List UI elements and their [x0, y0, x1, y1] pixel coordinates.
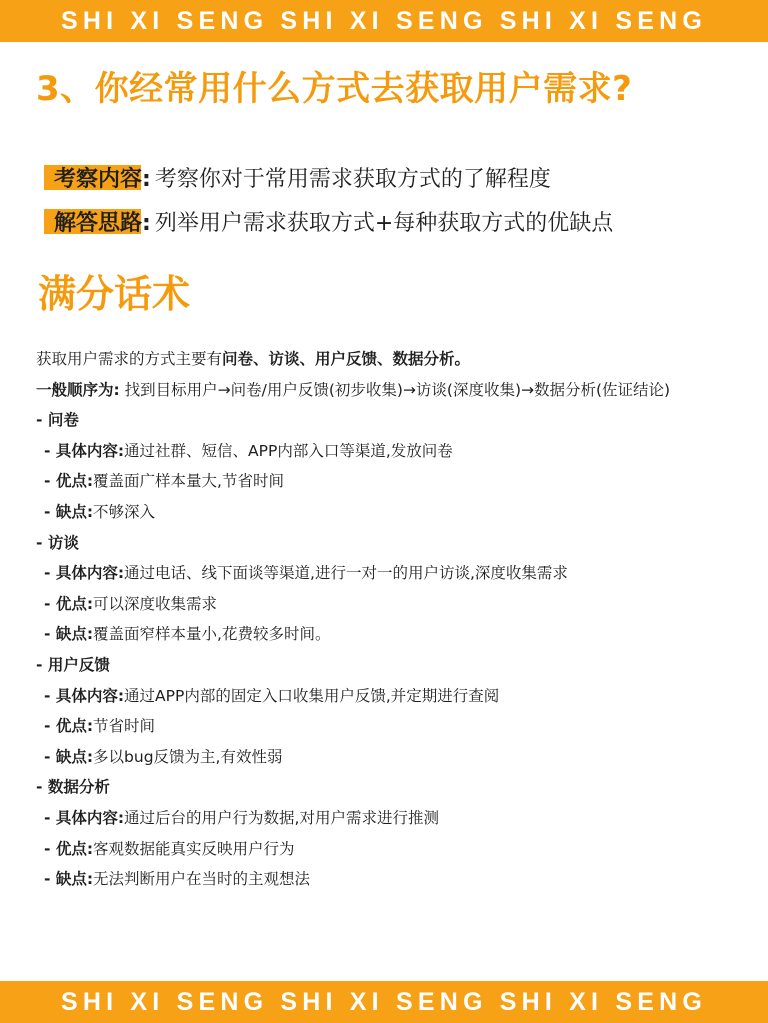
method-title-text: - 访谈	[36, 533, 79, 552]
intro-line	[36, 344, 756, 375]
answer-body	[36, 344, 756, 895]
pros-value: 节省时间	[93, 717, 156, 736]
method-content	[36, 681, 756, 712]
pros-label: - 优点:	[44, 839, 94, 858]
order-line	[36, 375, 756, 406]
examine-value: 考察你对于常用需求获取方式的了解程度	[154, 166, 551, 192]
method-cons	[36, 864, 756, 895]
cons-label: - 缺点:	[44, 870, 94, 889]
top-banner	[0, 0, 768, 42]
pros-label: - 优点:	[44, 594, 94, 613]
method-title	[36, 650, 756, 681]
content-value: 通过社群、短信、APP内部入口等渠道,发放问卷	[124, 441, 453, 460]
content-value: 通过后台的用户行为数据,对用户需求进行推测	[124, 808, 439, 827]
cons-value: 无法判断用户在当时的主观想法	[93, 870, 311, 889]
method-title	[36, 405, 756, 436]
method-title-text: - 问卷	[36, 411, 79, 430]
order-value: 找到目标用户→问卷/用户反馈(初步收集)→访谈(深度收集)→数据分析(佐证结论)	[119, 380, 671, 399]
method-pros	[36, 834, 756, 865]
method-title	[36, 528, 756, 559]
pros-label: - 优点:	[44, 717, 94, 736]
method-content	[36, 558, 756, 589]
content-value: 通过电话、线下面谈等渠道,进行一对一的用户访谈,深度收集需求	[124, 564, 568, 583]
method-content	[36, 803, 756, 834]
method-content	[36, 436, 756, 467]
approach-row	[44, 204, 613, 238]
examine-row	[44, 160, 551, 194]
content-label: - 具体内容:	[44, 686, 125, 705]
pros-label: - 优点:	[44, 472, 94, 491]
content-label: - 具体内容:	[44, 808, 125, 827]
examine-label: 考察内容:	[44, 162, 155, 193]
bottom-banner-text: SHI XI SENG SHI XI SENG SHI XI SENG	[60, 987, 707, 1016]
pros-value: 可以深度收集需求	[93, 594, 218, 613]
content-label: - 具体内容:	[44, 564, 125, 583]
pros-value: 客观数据能真实反映用户行为	[93, 839, 295, 858]
content-label: - 具体内容:	[44, 441, 125, 460]
cons-label: - 缺点:	[44, 747, 94, 766]
method-title-text: - 用户反馈	[36, 655, 110, 674]
method-title-text: - 数据分析	[36, 778, 110, 797]
method-cons	[36, 619, 756, 650]
method-title	[36, 772, 756, 803]
method-pros	[36, 711, 756, 742]
method-cons	[36, 742, 756, 773]
method-pros	[36, 466, 756, 497]
cons-label: - 缺点:	[44, 502, 94, 521]
intro-methods: 问卷、访谈、用户反馈、数据分析。	[222, 350, 471, 368]
method-cons	[36, 497, 756, 528]
cons-value: 不够深入	[93, 502, 156, 521]
method-pros	[36, 589, 756, 620]
top-banner-text: SHI XI SENG SHI XI SENG SHI XI SENG	[60, 6, 707, 35]
bottom-banner	[0, 981, 768, 1023]
cons-label: - 缺点:	[44, 625, 94, 644]
intro-prefix: 获取用户需求的方式主要有	[36, 350, 223, 368]
question-title: 3、你经常用什么方式去获取用户需求?	[36, 69, 633, 109]
content-value: 通过APP内部的固定入口收集用户反馈,并定期进行查阅	[124, 686, 500, 705]
cons-value: 多以bug反馈为主,有效性弱	[93, 747, 283, 766]
approach-label: 解答思路:	[44, 206, 155, 237]
order-label: 一般顺序为:	[36, 380, 120, 399]
pros-value: 覆盖面广样本量大,节省时间	[93, 472, 284, 491]
cons-value: 覆盖面窄样本量小,花费较多时间。	[93, 625, 331, 644]
approach-value: 列举用户需求获取方式+每种获取方式的优缺点	[154, 210, 614, 236]
section-title: 满分话术	[38, 272, 191, 316]
